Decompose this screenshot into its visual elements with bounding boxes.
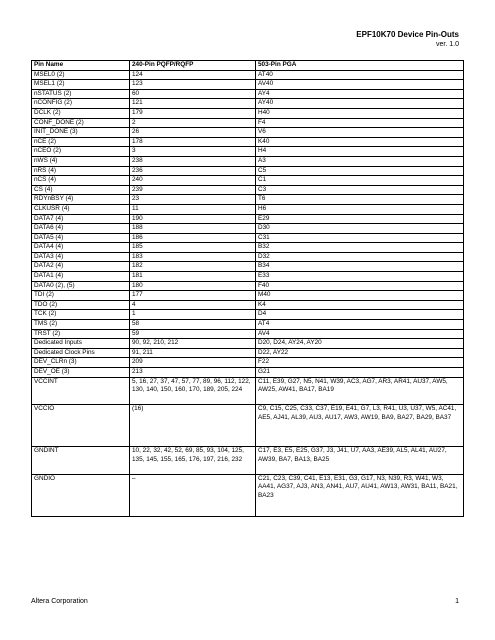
pin-name-cell: nRS (4) — [32, 166, 130, 176]
pga-pin-cell: C3 — [256, 185, 464, 195]
table-row — [32, 128, 464, 138]
table-row — [32, 405, 464, 447]
pin-name-cell: Dedicated Clock Pins — [32, 348, 130, 358]
pqfp-pin-cell: 4 — [130, 300, 256, 310]
pin-name-cell: DATA2 (4) — [32, 262, 130, 272]
table-row — [32, 176, 464, 186]
pin-name-cell: MSEL1 (2) — [32, 80, 130, 90]
pin-name-cell: nWS (4) — [32, 156, 130, 166]
pin-name-cell: DATA7 (4) — [32, 214, 130, 224]
pin-name-cell: DCLK (2) — [32, 108, 130, 118]
table-row — [32, 329, 464, 339]
pin-name-cell: MSEL0 (2) — [32, 70, 130, 80]
table-row — [32, 195, 464, 205]
pin-name-cell: DATA4 (4) — [32, 243, 130, 253]
pga-pin-cell: H40 — [256, 108, 464, 118]
pqfp-pin-cell: 26 — [130, 128, 256, 138]
pin-name-cell: DEV_CLRn (3) — [32, 358, 130, 368]
pga-pin-cell: D30 — [256, 224, 464, 234]
pqfp-pin-cell: 182 — [130, 262, 256, 272]
table-row — [32, 214, 464, 224]
pga-pin-cell: T6 — [256, 195, 464, 205]
pqfp-pin-cell: 186 — [130, 233, 256, 243]
pga-pin-cell: A3 — [256, 156, 464, 166]
table-row — [32, 80, 464, 90]
pin-name-cell: TDO (2) — [32, 300, 130, 310]
pga-pin-cell: AY40 — [256, 99, 464, 109]
pga-pin-cell: AT40 — [256, 70, 464, 80]
pga-pin-cell: AV40 — [256, 80, 464, 90]
pqfp-pin-cell: 124 — [130, 70, 256, 80]
column-header: 240-Pin PQFP/RQFP — [130, 61, 256, 71]
footer-company: Altera Corporation — [31, 598, 88, 605]
pga-pin-cell: V6 — [256, 128, 464, 138]
pqfp-pin-cell: 1 — [130, 310, 256, 320]
column-header: 503-Pin PGA — [256, 61, 464, 71]
pin-name-cell: nSTATUS (2) — [32, 89, 130, 99]
pqfp-pin-cell: 90, 92, 210, 212 — [130, 339, 256, 349]
pin-name-cell: DATA5 (4) — [32, 233, 130, 243]
pqfp-pin-cell: 91, 211 — [130, 348, 256, 358]
table-row — [32, 358, 464, 368]
pga-pin-cell: E29 — [256, 214, 464, 224]
pga-pin-cell: C5 — [256, 166, 464, 176]
pin-name-cell: DATA6 (4) — [32, 224, 130, 234]
pga-pin-cell: D32 — [256, 252, 464, 262]
pqfp-pin-cell: 23 — [130, 195, 256, 205]
pga-pin-cell: E33 — [256, 272, 464, 282]
pga-pin-cell: F22 — [256, 358, 464, 368]
pga-pin-cell: D4 — [256, 310, 464, 320]
table-row — [32, 300, 464, 310]
table-row — [32, 281, 464, 291]
pqfp-pin-cell: 190 — [130, 214, 256, 224]
table-row — [32, 204, 464, 214]
table-header-row — [32, 61, 464, 71]
table-row — [32, 118, 464, 128]
pqfp-pin-cell: 239 — [130, 185, 256, 195]
pin-name-cell: Dedicated Inputs — [32, 339, 130, 349]
pqfp-pin-cell: 5, 16, 27, 37, 47, 57, 77, 89, 96, 112, 122, 130, 140, 150, 160, 170, 189, 205, 224 — [130, 377, 256, 405]
pqfp-pin-cell: 183 — [130, 252, 256, 262]
pga-pin-cell: D22, AY22 — [256, 348, 464, 358]
table-row — [32, 156, 464, 166]
pin-name-cell: GNDIO — [32, 474, 130, 516]
pga-pin-cell: B34 — [256, 262, 464, 272]
table-row — [32, 310, 464, 320]
table-row — [32, 348, 464, 358]
pga-pin-cell: C17, E3, E5, E25, G37, J3, J41, U7, AA3, AE39, AL5, AL41, AU27, AW39, BA7, BA13, BA25 — [256, 447, 464, 475]
pin-name-cell: DEV_OE (3) — [32, 368, 130, 378]
pin-name-cell: TRST (2) — [32, 329, 130, 339]
pqfp-pin-cell: 60 — [130, 89, 256, 99]
pqfp-pin-cell: 236 — [130, 166, 256, 176]
table-row — [32, 291, 464, 301]
pga-pin-cell: C9, C15, C25, C33, C37, E19, E41, G7, L3, R41, U3, U37, W5, AC41, AE5, AJ41, AL39, AU3, AU17, AW3, AW19, BA9, BA27, BA29, BA37 — [256, 405, 464, 447]
table-row — [32, 89, 464, 99]
pin-name-cell: VCCINT — [32, 377, 130, 405]
pga-pin-cell: AV4 — [256, 329, 464, 339]
table-row — [32, 262, 464, 272]
pqfp-pin-cell: 177 — [130, 291, 256, 301]
pqfp-pin-cell: 3 — [130, 147, 256, 157]
pin-out-table — [31, 60, 464, 517]
pga-pin-cell: G21 — [256, 368, 464, 378]
pin-name-cell: DATA3 (4) — [32, 252, 130, 262]
table-row — [32, 272, 464, 282]
pqfp-pin-cell: (16) — [130, 405, 256, 447]
pqfp-pin-cell: 213 — [130, 368, 256, 378]
pga-pin-cell: H6 — [256, 204, 464, 214]
table-row — [32, 185, 464, 195]
table-row — [32, 320, 464, 330]
version-label: ver. 1.0 — [436, 41, 459, 48]
table-body — [32, 70, 464, 516]
pin-name-cell: DATA0 (2), (5) — [32, 281, 130, 291]
pqfp-pin-cell: 59 — [130, 329, 256, 339]
pga-pin-cell: K4 — [256, 300, 464, 310]
pin-name-cell: RDYnBSY (4) — [32, 195, 130, 205]
pqfp-pin-cell: 185 — [130, 243, 256, 253]
table-row — [32, 252, 464, 262]
pin-name-cell: CLKUSR (4) — [32, 204, 130, 214]
table-row — [32, 474, 464, 516]
table-row — [32, 243, 464, 253]
table-row — [32, 108, 464, 118]
pga-pin-cell: M40 — [256, 291, 464, 301]
pin-name-cell: CONF_DONE (2) — [32, 118, 130, 128]
pin-name-cell: INIT_DONE (3) — [32, 128, 130, 138]
pin-name-cell: nCE (2) — [32, 137, 130, 147]
table-row — [32, 70, 464, 80]
table-row — [32, 339, 464, 349]
pin-name-cell: nCS (4) — [32, 176, 130, 186]
pga-pin-cell: C21, C23, C39, C41, E13, E31, G3, G17, N3, N39, R3, W41, W3, AA41, AG37, AJ3, AN3, AN41, AU7, AU41, AW13, AW31, BA11, BA21, BA23 — [256, 474, 464, 516]
pqfp-pin-cell: 11 — [130, 204, 256, 214]
pga-pin-cell: AY4 — [256, 89, 464, 99]
table-row — [32, 224, 464, 234]
pga-pin-cell: K40 — [256, 137, 464, 147]
pga-pin-cell: C31 — [256, 233, 464, 243]
table-row — [32, 377, 464, 405]
table-row — [32, 147, 464, 157]
table-row — [32, 368, 464, 378]
table-row — [32, 233, 464, 243]
pqfp-pin-cell: 180 — [130, 281, 256, 291]
pga-pin-cell: F40 — [256, 281, 464, 291]
pqfp-pin-cell: 10, 22, 32, 42, 52, 69, 85, 93, 104, 125, 135, 145, 155, 165, 176, 197, 216, 232 — [130, 447, 256, 475]
pqfp-pin-cell: 188 — [130, 224, 256, 234]
pin-name-cell: GNDINT — [32, 447, 130, 475]
table-row — [32, 447, 464, 475]
pga-pin-cell: AT4 — [256, 320, 464, 330]
pqfp-pin-cell: 2 — [130, 118, 256, 128]
pin-name-cell: TCK (2) — [32, 310, 130, 320]
pqfp-pin-cell: 178 — [130, 137, 256, 147]
pin-name-cell: VCCIO — [32, 405, 130, 447]
pqfp-pin-cell: 123 — [130, 80, 256, 90]
pqfp-pin-cell: – — [130, 474, 256, 516]
pga-pin-cell: F4 — [256, 118, 464, 128]
pin-name-cell: TMS (2) — [32, 320, 130, 330]
pin-name-cell: TDI (2) — [32, 291, 130, 301]
document-title: EPF10K70 Device Pin-Outs — [356, 30, 459, 39]
pqfp-pin-cell: 181 — [130, 272, 256, 282]
pga-pin-cell: H4 — [256, 147, 464, 157]
pqfp-pin-cell: 209 — [130, 358, 256, 368]
pga-pin-cell: B32 — [256, 243, 464, 253]
page-number: 1 — [455, 598, 459, 605]
pin-name-cell: CS (4) — [32, 185, 130, 195]
pga-pin-cell: C1 — [256, 176, 464, 186]
pin-name-cell: nCONFIG (2) — [32, 99, 130, 109]
pqfp-pin-cell: 240 — [130, 176, 256, 186]
pin-name-cell: nCEO (2) — [32, 147, 130, 157]
pga-pin-cell: C11, E39, G27, N5, N41, W39, AC3, AG7, AR3, AR41, AU37, AW5, AW25, AW41, BA17, BA19 — [256, 377, 464, 405]
table-row — [32, 137, 464, 147]
pqfp-pin-cell: 238 — [130, 156, 256, 166]
table-row — [32, 166, 464, 176]
column-header: Pin Name — [32, 61, 130, 71]
pqfp-pin-cell: 179 — [130, 108, 256, 118]
table-row — [32, 99, 464, 109]
pin-name-cell: DATA1 (4) — [32, 272, 130, 282]
pga-pin-cell: D20, D24, AY24, AY20 — [256, 339, 464, 349]
pqfp-pin-cell: 58 — [130, 320, 256, 330]
pqfp-pin-cell: 121 — [130, 99, 256, 109]
